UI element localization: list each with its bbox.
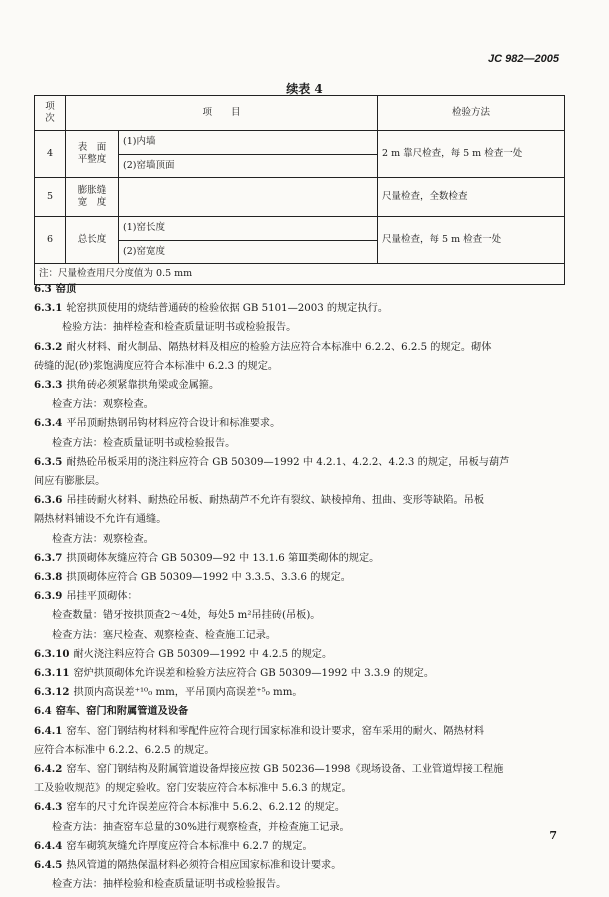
clause-number: 6.3.9: [34, 590, 63, 603]
clause-number: 6.3.6: [34, 494, 63, 507]
clause-text: 轮窑拱顶使用的烧结普通砖的检验依据 GB 5101—2003 的规定执行。: [66, 303, 389, 315]
clause-text: 耐热砼吊板采用的浇注料应符合 GB 50309—1992 中 4.2.1、4.2.2、4.2.3 的规定，吊板与葫芦: [66, 456, 510, 468]
clause-6-3-2: [34, 338, 574, 357]
clause-6-3: [34, 280, 574, 299]
clause-6-3-7: [34, 549, 574, 568]
clause-text: 拱顶内高误差⁺¹⁰₀ mm，平吊顶内高误差⁺⁵₀ mm。: [73, 687, 303, 699]
standard-code: JC 982—2005: [488, 53, 559, 65]
clause-number: 6.3.11: [34, 667, 70, 680]
row-no: 4: [35, 131, 66, 178]
clause-6-3-8: [34, 568, 574, 587]
clause-line: [34, 510, 574, 529]
clause-number: 6.4.5: [34, 859, 63, 872]
clause-text: 窑车、窑门钢结构及附属管道设备焊接应按 GB 50236—1998《现场设备、工业管道焊接工程施: [66, 764, 504, 776]
row-sub-item: (2)窑墙顶面: [119, 154, 378, 178]
clause-text: 检查方法：观察检查。: [52, 533, 154, 545]
table-row: [35, 131, 565, 155]
row-no: 5: [35, 178, 66, 217]
row-item: 总长度: [66, 217, 119, 264]
clause-text: 窑车的尺寸允许误差应符合本标准中 5.6.2、6.2.12 的规定。: [66, 802, 346, 814]
row-item: 表 面 平整度: [66, 131, 119, 178]
page-number: 7: [549, 829, 557, 842]
row-item: 膨胀缝 宽 度: [66, 178, 119, 217]
clause-text: 检查方法：抽查窑车总量的30%进行观察检查，并检查施工记录。: [52, 821, 350, 833]
clause-line: [34, 606, 574, 625]
clause-6-3-4: [34, 414, 574, 433]
header-method: 检验方法: [378, 96, 565, 131]
clause-text: 拱角砖必须紧靠拱角梁或金属箍。: [66, 380, 220, 392]
row-sub-item: (2)窑宽度: [119, 240, 378, 264]
clause-6-3-11: [34, 664, 574, 683]
clause-text: 窑车、窑门钢结构材料和零配件应符合现行国家标准和设计要求，窑车采用的耐火、隔热材料: [66, 725, 485, 737]
clause-6-3-1: [34, 299, 574, 318]
clause-line: [34, 395, 574, 414]
clause-line: [34, 472, 574, 491]
clause-6-4: [34, 702, 574, 721]
clause-text: 吊挂砖耐火材料、耐热砼吊板、耐热葫芦不允许有裂纹、缺棱掉角、扭曲、变形等缺陷。吊板: [66, 495, 485, 507]
table-row: [35, 178, 565, 217]
clause-number: 6.3.1: [34, 302, 63, 315]
clause-text: 窑车、窑门和附属管道及设备: [55, 705, 189, 718]
clause-line: [34, 741, 574, 760]
clause-number: 6.3.10: [34, 647, 70, 660]
table-row: [35, 217, 565, 241]
clause-6-3-5: [34, 453, 574, 472]
clause-number: 6.3: [34, 283, 52, 295]
clause-6-3-10: [34, 645, 574, 664]
clause-number: 6.3.3: [34, 379, 63, 392]
clause-text: 耐火浇注料应符合 GB 50309—1992 中 4.2.5 的规定。: [73, 648, 333, 660]
clause-6-4-4: [34, 837, 574, 856]
clause-6-3-3: [34, 376, 574, 395]
clause-number: 6.4.3: [34, 801, 63, 814]
document-body: [34, 280, 574, 895]
header-item: 项 目: [66, 96, 378, 131]
clause-6-4-3: [34, 798, 574, 817]
clause-6-4-2: [34, 760, 574, 779]
row-sub-item-empty: [119, 178, 378, 217]
clause-text: 窑顶: [55, 283, 77, 295]
clause-text: 间应有膨胀层。: [34, 476, 106, 488]
clause-number: 6.3.2: [34, 340, 63, 353]
clause-number: 6.3.7: [34, 551, 63, 564]
clause-text: 检查方法：塞尺检查、观察检查、检查施工记录。: [52, 629, 277, 641]
header-no: 项 次: [35, 96, 66, 131]
clause-text: 拱顶砌体灰缝应符合 GB 50309—92 中 13.1.6 第Ⅲ类砌体的规定。: [66, 552, 380, 564]
clause-text: 检查方法：观察检查。: [52, 399, 154, 411]
table-note: 注：尺量检查用尺分度值为 0.5 mm: [35, 264, 565, 285]
clause-text: 平吊顶耐热钢吊钩材料应符合设计和标准要求。: [66, 418, 281, 430]
clause-text: 检查数量：错牙按拱顶查2～4处，每处5 m²吊挂砖(吊板)。: [52, 610, 321, 622]
table-header-row: [35, 96, 565, 131]
clause-line: [34, 357, 574, 376]
clause-line: [34, 818, 574, 837]
clause-number: 6.3.8: [34, 571, 63, 584]
clause-text: 应符合本标准中 6.2.2、6.2.5 的规定。: [34, 744, 215, 756]
clause-text: 热风管道的隔热保温材料必须符合相应国家标准和设计要求。: [66, 860, 342, 872]
clause-6-3-6: [34, 491, 574, 510]
clause-line: [34, 779, 574, 798]
row-sub-item: (1)窑长度: [119, 217, 378, 241]
clause-text: 窑车砌筑灰缝允许厚度应符合本标准中 6.2.7 的规定。: [66, 840, 313, 852]
row-no: 6: [35, 217, 66, 264]
clause-number: 6.4.2: [34, 763, 63, 776]
clause-6-3-9: [34, 587, 574, 606]
clause-text: 隔热材料铺设不允许有通缝。: [34, 514, 167, 526]
clause-number: 6.4: [34, 705, 52, 718]
inspection-table: [34, 95, 565, 285]
row-method: 尺量检查，每 5 m 检查一处: [378, 217, 565, 264]
clause-line: [34, 875, 574, 894]
clause-line: [34, 626, 574, 645]
clause-line: [34, 434, 574, 453]
clause-text: 工及验收规范》的规定验收。窑门安装应符合本标准中 5.6.3 的规定。: [34, 783, 352, 795]
clause-6-4-5: [34, 856, 574, 875]
clause-text: 耐火材料、耐火制品、隔热材料及相应的检验方法应符合本标准中 6.2.2、6.2.5 的规定。砌体: [66, 341, 492, 353]
clause-number: 6.4.4: [34, 839, 63, 852]
clause-6-3-12: [34, 683, 574, 702]
clause-text: 砖缝的泥(砂)浆饱满度应符合本标准中 6.2.3 的规定。: [34, 360, 279, 372]
clause-text: 检验方法：抽样检查和检查质量证明书或检验报告。: [62, 322, 297, 334]
clause-text: 吊挂平顶砌体：: [66, 591, 138, 603]
clause-number: 6.3.5: [34, 455, 63, 468]
clause-text: 窑炉拱顶砌体允许误差和检验方法应符合 GB 50309—1992 中 3.3.9 的规定。: [73, 668, 435, 680]
clause-text: 检查方法：检查质量证明书或检验报告。: [52, 437, 236, 449]
table-caption: 续表 4: [286, 82, 323, 96]
row-sub-item: (1)内墙: [119, 131, 378, 155]
clause-line: [34, 530, 574, 549]
row-method: 尺量检查，全数检查: [378, 178, 565, 217]
clause-text: 拱顶砌体应符合 GB 50309—1992 中 3.3.5、3.3.6 的规定。: [66, 572, 351, 584]
clause-6-4-1: [34, 722, 574, 741]
clause-text: 检查方法：抽样检验和检查质量证明书或检验报告。: [52, 879, 287, 891]
clause-number: 6.3.12: [34, 686, 70, 699]
clause-number: 6.4.1: [34, 724, 63, 737]
row-method: 2 m 靠尺检查，每 5 m 检查一处: [378, 131, 565, 178]
clause-line: [34, 318, 574, 337]
clause-number: 6.3.4: [34, 417, 63, 430]
